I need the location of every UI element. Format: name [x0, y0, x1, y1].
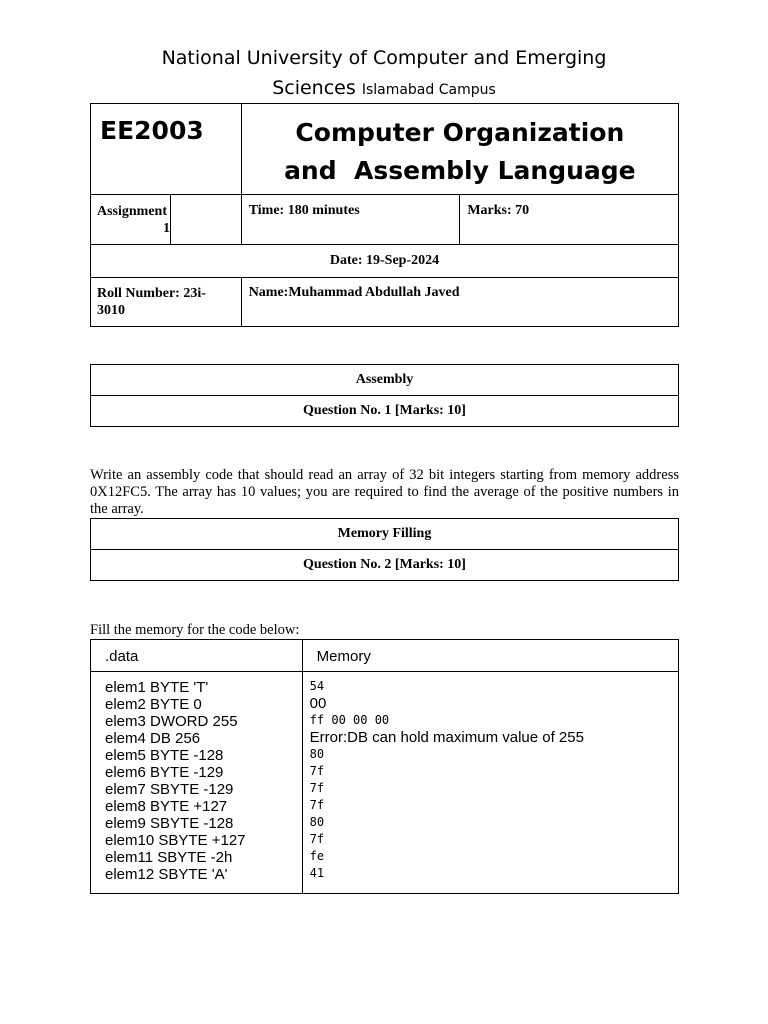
university-sciences: Sciences [272, 77, 356, 99]
code-line: elem7 SBYTE -129 [105, 781, 234, 798]
header-table [90, 103, 679, 327]
code-line: elem5 BYTE -128 [105, 747, 224, 764]
course-code-cell [91, 104, 242, 195]
course-title-cell [241, 104, 678, 195]
student-name: Name:Muhammad Abdullah Javed [248, 285, 460, 300]
course-title-line1: Computer Organization [295, 118, 625, 147]
memory-line: fe [309, 849, 325, 863]
roll-number-line1: Roll Number: 23i- [97, 286, 206, 301]
memory-column-header: Memory [302, 640, 678, 672]
code-line: elem11 SBYTE -2h [105, 849, 233, 866]
roll-number-cell [91, 278, 242, 327]
code-line: elem8 BYTE +127 [105, 798, 228, 815]
memory-line: 80 [309, 747, 325, 761]
assignment-number: 1 [162, 221, 170, 236]
memory-line: 41 [309, 866, 325, 880]
roll-number-line2: 3010 [97, 303, 125, 318]
section2-title: Memory Filling [91, 519, 679, 550]
course-title [242, 104, 678, 190]
memory-table [90, 639, 679, 894]
code-line: elem10 SBYTE +127 [105, 832, 246, 849]
section1-box [90, 364, 679, 427]
memory-line: 7f [309, 781, 325, 795]
student-name-cell [241, 278, 678, 327]
university-name-line2 [0, 77, 768, 99]
time-cell [241, 195, 460, 245]
memory-line: ff 00 00 00 [309, 713, 390, 727]
memory-line: 54 [309, 679, 325, 693]
question2-text: Fill the memory for the code below: [90, 622, 300, 638]
memory-line: 7f [309, 764, 325, 778]
course-code: EE2003 [100, 116, 204, 145]
campus-name: Islamabad Campus [361, 82, 496, 98]
data-column-header: .data [91, 640, 303, 672]
assignment-blank-cell [170, 195, 241, 245]
section2-question: Question No. 2 [Marks: 10] [91, 550, 679, 581]
code-line: elem2 BYTE 0 [105, 696, 202, 713]
section2-box [90, 518, 679, 581]
code-line: elem1 BYTE 'T' [105, 679, 209, 696]
memory-line: Error:DB can hold maximum value of 255 [309, 729, 584, 746]
memory-line: 80 [309, 815, 325, 829]
memory-lines-cell [302, 672, 678, 894]
question1-text: Write an assembly code that should read an array of 32 bit integers starting from memory address 0X12FC5. The array has 10 values; you are required to find the average of the positive numbers in the array. [90, 467, 679, 517]
marks-text: Marks: 70 [467, 203, 530, 218]
assignment-cell [91, 195, 171, 245]
code-line: elem12 SBYTE 'A' [105, 866, 228, 883]
code-line: elem4 DB 256 [105, 730, 201, 747]
course-title-line2: and Assembly Language [284, 156, 636, 185]
date-cell [91, 245, 679, 278]
date-text: Date: 19-Sep-2024 [329, 253, 440, 268]
time-text: Time: 180 minutes [248, 203, 360, 218]
section1-question: Question No. 1 [Marks: 10] [91, 396, 679, 427]
university-name-line1: National University of Computer and Emerging [161, 47, 607, 69]
memory-line: 7f [309, 832, 325, 846]
code-lines-cell [91, 672, 303, 894]
memory-line: 00 [309, 695, 327, 712]
code-line: elem6 BYTE -129 [105, 764, 224, 781]
marks-cell [460, 195, 679, 245]
code-line: elem3 DWORD 255 [105, 713, 238, 730]
assignment-label: Assignment [97, 204, 168, 219]
section1-title: Assembly [91, 365, 679, 396]
code-line: elem9 SBYTE -128 [105, 815, 234, 832]
memory-line: 7f [309, 798, 325, 812]
